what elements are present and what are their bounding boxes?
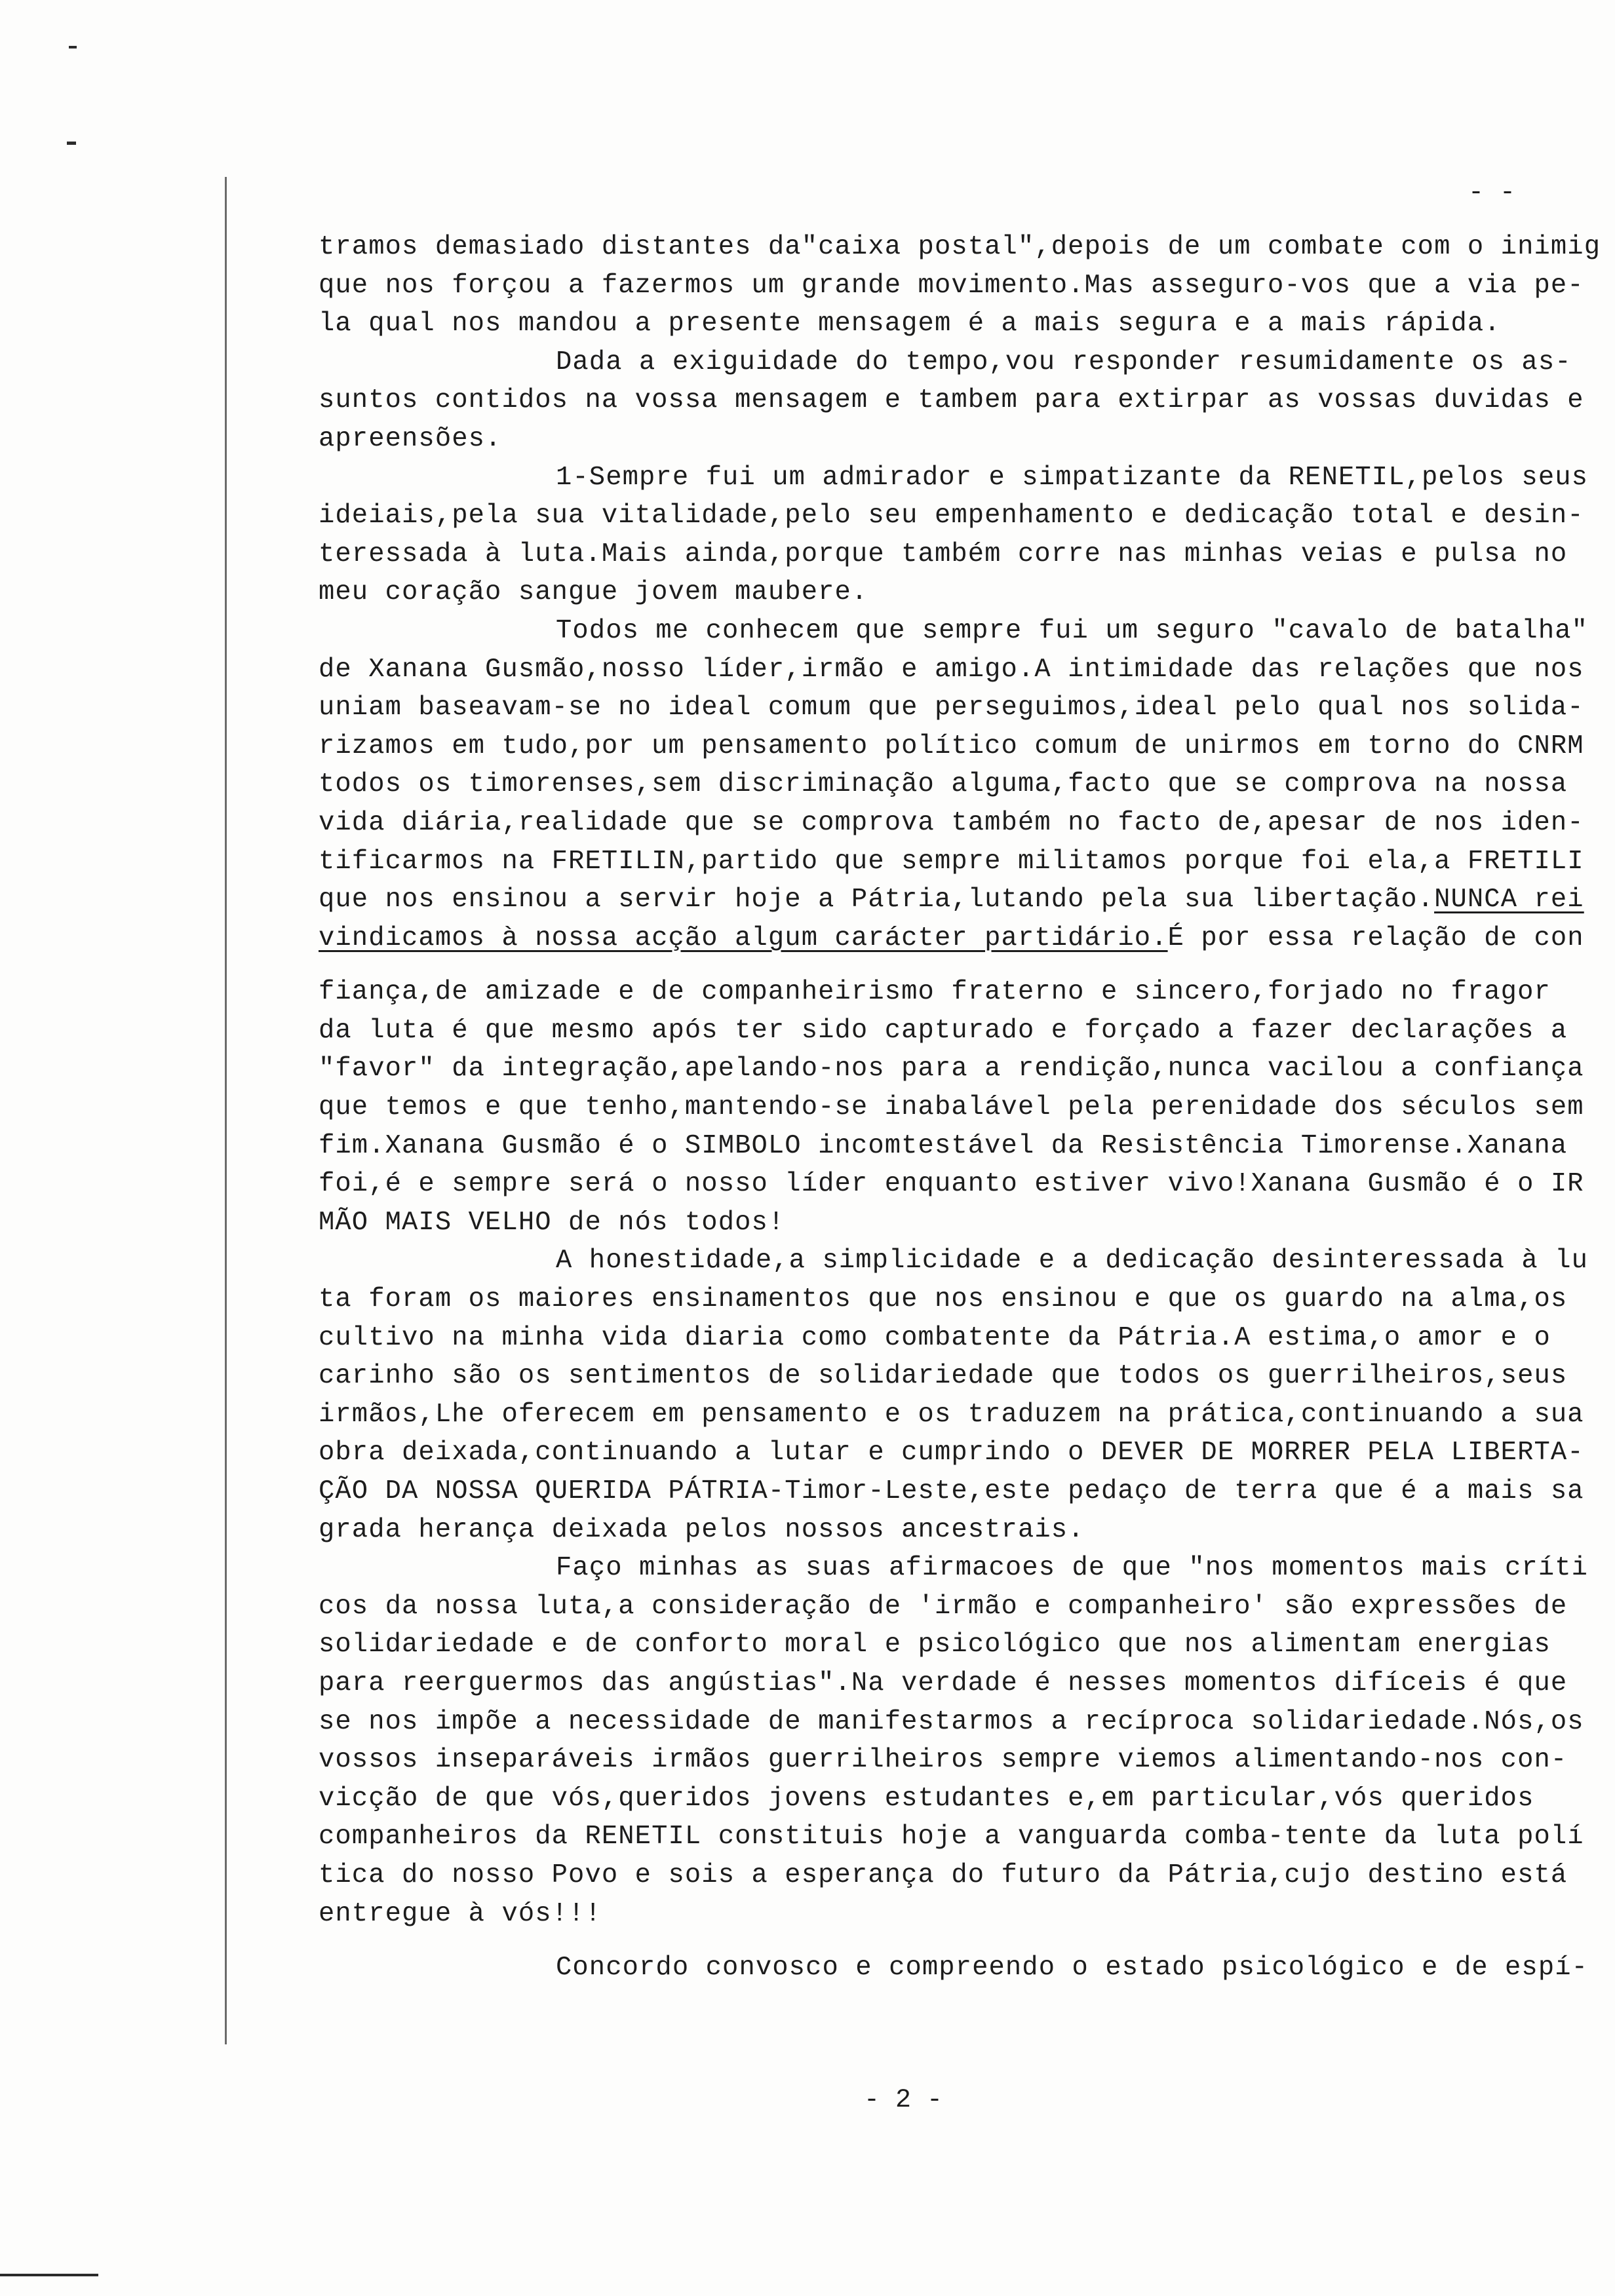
text-line: suntos contidos na vossa mensagem e tambem para extirpar as vossas duvidas e: [319, 385, 1584, 416]
text-line: companheiros da RENETIL constituis hoje a vanguarda comba-tente da luta polí: [319, 1822, 1584, 1852]
underlined-emphasis: NUNCA rei: [1434, 885, 1584, 915]
text-line: Faço minhas as suas afirmacoes de que "nos momentos mais críti: [556, 1553, 1589, 1584]
text-line: grada herança deixada pelos nossos ancestrais.: [319, 1514, 1085, 1545]
text-line: Concordo convosco e compreendo o estado psicológico e de espí-: [556, 1953, 1589, 1983]
text-line: uniam baseavam-se no ideal comum que perseguimos,ideal pelo qual nos solida-: [319, 693, 1584, 723]
text-line: solidariedade e de conforto moral e psicológico que nos alimentam energias: [319, 1630, 1551, 1660]
text-line: A honestidade,a simplicidade e a dedicação desinteressada à lu: [556, 1246, 1589, 1276]
text-line: tramos demasiado distantes da"caixa postal",depois de um combate com o inimig: [319, 232, 1601, 262]
text-line: [319, 881, 1600, 919]
letter-body: [319, 228, 1600, 1987]
text-line: da luta é que mesmo após ter sido capturado e forçado a fazer declarações a: [319, 1015, 1568, 1046]
line-gap: [319, 957, 1600, 973]
text-line: tica do nosso Povo e sois a esperança do futuro da Pátria,cujo destino está: [319, 1860, 1568, 1890]
text-line: Dada a exiguidade do tempo,vou responder resumidamente os as-: [556, 347, 1572, 377]
text-line: [319, 919, 1600, 958]
text-segment: É por essa relação de con: [1167, 923, 1584, 953]
text-line: vicção de que vós,queridos jovens estudantes e,em particular,vós queridos: [319, 1783, 1534, 1814]
text-line: tificarmos na FRETILIN,partido que sempre militamos porque foi ela,a FRETILI: [319, 846, 1584, 877]
text-line: teressada à luta.Mais ainda,porque também corre nas minhas veias e pulsa no: [319, 539, 1568, 569]
text-segment: que nos ensinou a servir hoje a Pátria,lutando pela sua libertação.: [319, 885, 1435, 915]
text-line: obra deixada,continuando a lutar e cumprindo o DEVER DE MORRER PELA LIBERTA-: [319, 1438, 1584, 1468]
bottom-edge-mark: [0, 2274, 98, 2276]
text-line: MÃO MAIS VELHO de nós todos!: [319, 1207, 785, 1238]
text-line: meu coração sangue jovem maubere.: [319, 577, 868, 608]
text-line: Todos me conhecem que sempre fui um seguro "cavalo de batalha": [556, 615, 1589, 646]
text-line: carinho são os sentimentos de solidariedade que todos os guerrilheiros,seus: [319, 1361, 1568, 1392]
text-line: vossos inseparáveis irmãos guerrilheiros sempre viemos alimentando-nos con-: [319, 1745, 1568, 1776]
punch-mark-top: [69, 46, 77, 48]
text-line: rizamos em tudo,por um pensamento político comum de unirmos em torno do CNRM: [319, 731, 1584, 761]
text-line: 1-Sempre fui um admirador e simpatizante da RENETIL,pelos seus: [556, 462, 1589, 493]
text-line: irmãos,Lhe oferecem em pensamento e os traduzem na prática,continuando a sua: [319, 1399, 1584, 1430]
text-line: de Xanana Gusmão,nosso líder,irmão e amigo.A intimidade das relações que nos: [319, 654, 1584, 685]
text-line: entregue à vós!!!: [319, 1898, 602, 1929]
text-line: que nos forçou a fazermos um grande movimento.Mas asseguro-vos que a via pe-: [319, 270, 1584, 301]
text-line: ideiais,pela sua vitalidade,pelo seu empenhamento e dedicação total e desin-: [319, 501, 1584, 531]
text-line: ÇÃO DA NOSSA QUERIDA PÁTRIA-Timor-Leste,este pedaço de terra que é a mais sa: [319, 1476, 1584, 1506]
text-line: apreensões.: [319, 423, 502, 454]
text-line: "favor" da integração,apelando-nos para a rendição,nunca vacilou a confiança: [319, 1054, 1584, 1084]
text-line: la qual nos mandou a presente mensagem é a mais segura e a mais rápida.: [319, 309, 1501, 339]
text-line: se nos impõe a necessidade de manifestarmos a recíproca solidariedade.Nós,os: [319, 1706, 1584, 1737]
line-gap: [319, 1933, 1600, 1949]
left-margin-rule: [225, 177, 227, 2044]
text-line: foi,é e sempre será o nosso líder enquanto estiver vivo!Xanana Gusmão é o IR: [319, 1169, 1584, 1200]
text-line: que temos e que tenho,mantendo-se inabalável pela perenidade dos séculos sem: [319, 1092, 1584, 1123]
underlined-emphasis: vindicamos à nossa acção algum carácter partidário.: [319, 923, 1168, 953]
text-line: vida diária,realidade que se comprova também no facto de,apesar de nos iden-: [319, 807, 1584, 838]
text-line: todos os timorenses,sem discriminação alguma,facto que se comprova na nossa: [319, 769, 1568, 800]
text-line: fiança,de amizade e de companheirismo fraterno e sincero,forjado no fragor: [319, 977, 1551, 1008]
text-line: fim.Xanana Gusmão é o SIMBOLO incomtestável da Resistência Timorense.Xanana: [319, 1130, 1568, 1161]
text-line: cultivo na minha vida diaria como combatente da Pátria.A estima,o amor e o: [319, 1322, 1551, 1353]
corner-dash-mark: - -: [1468, 178, 1516, 208]
text-line: para reerguermos das angústias".Na verdade é nesses momentos difíceis é que: [319, 1668, 1568, 1698]
text-line: cos da nossa luta,a consideração de 'irmão e companheiro' são expressões de: [319, 1591, 1568, 1622]
page-number: - 2 -: [864, 2086, 943, 2115]
text-line: ta foram os maiores ensinamentos que nos ensinou e que os guardo na alma,os: [319, 1284, 1568, 1315]
punch-mark-middle: [67, 142, 76, 145]
